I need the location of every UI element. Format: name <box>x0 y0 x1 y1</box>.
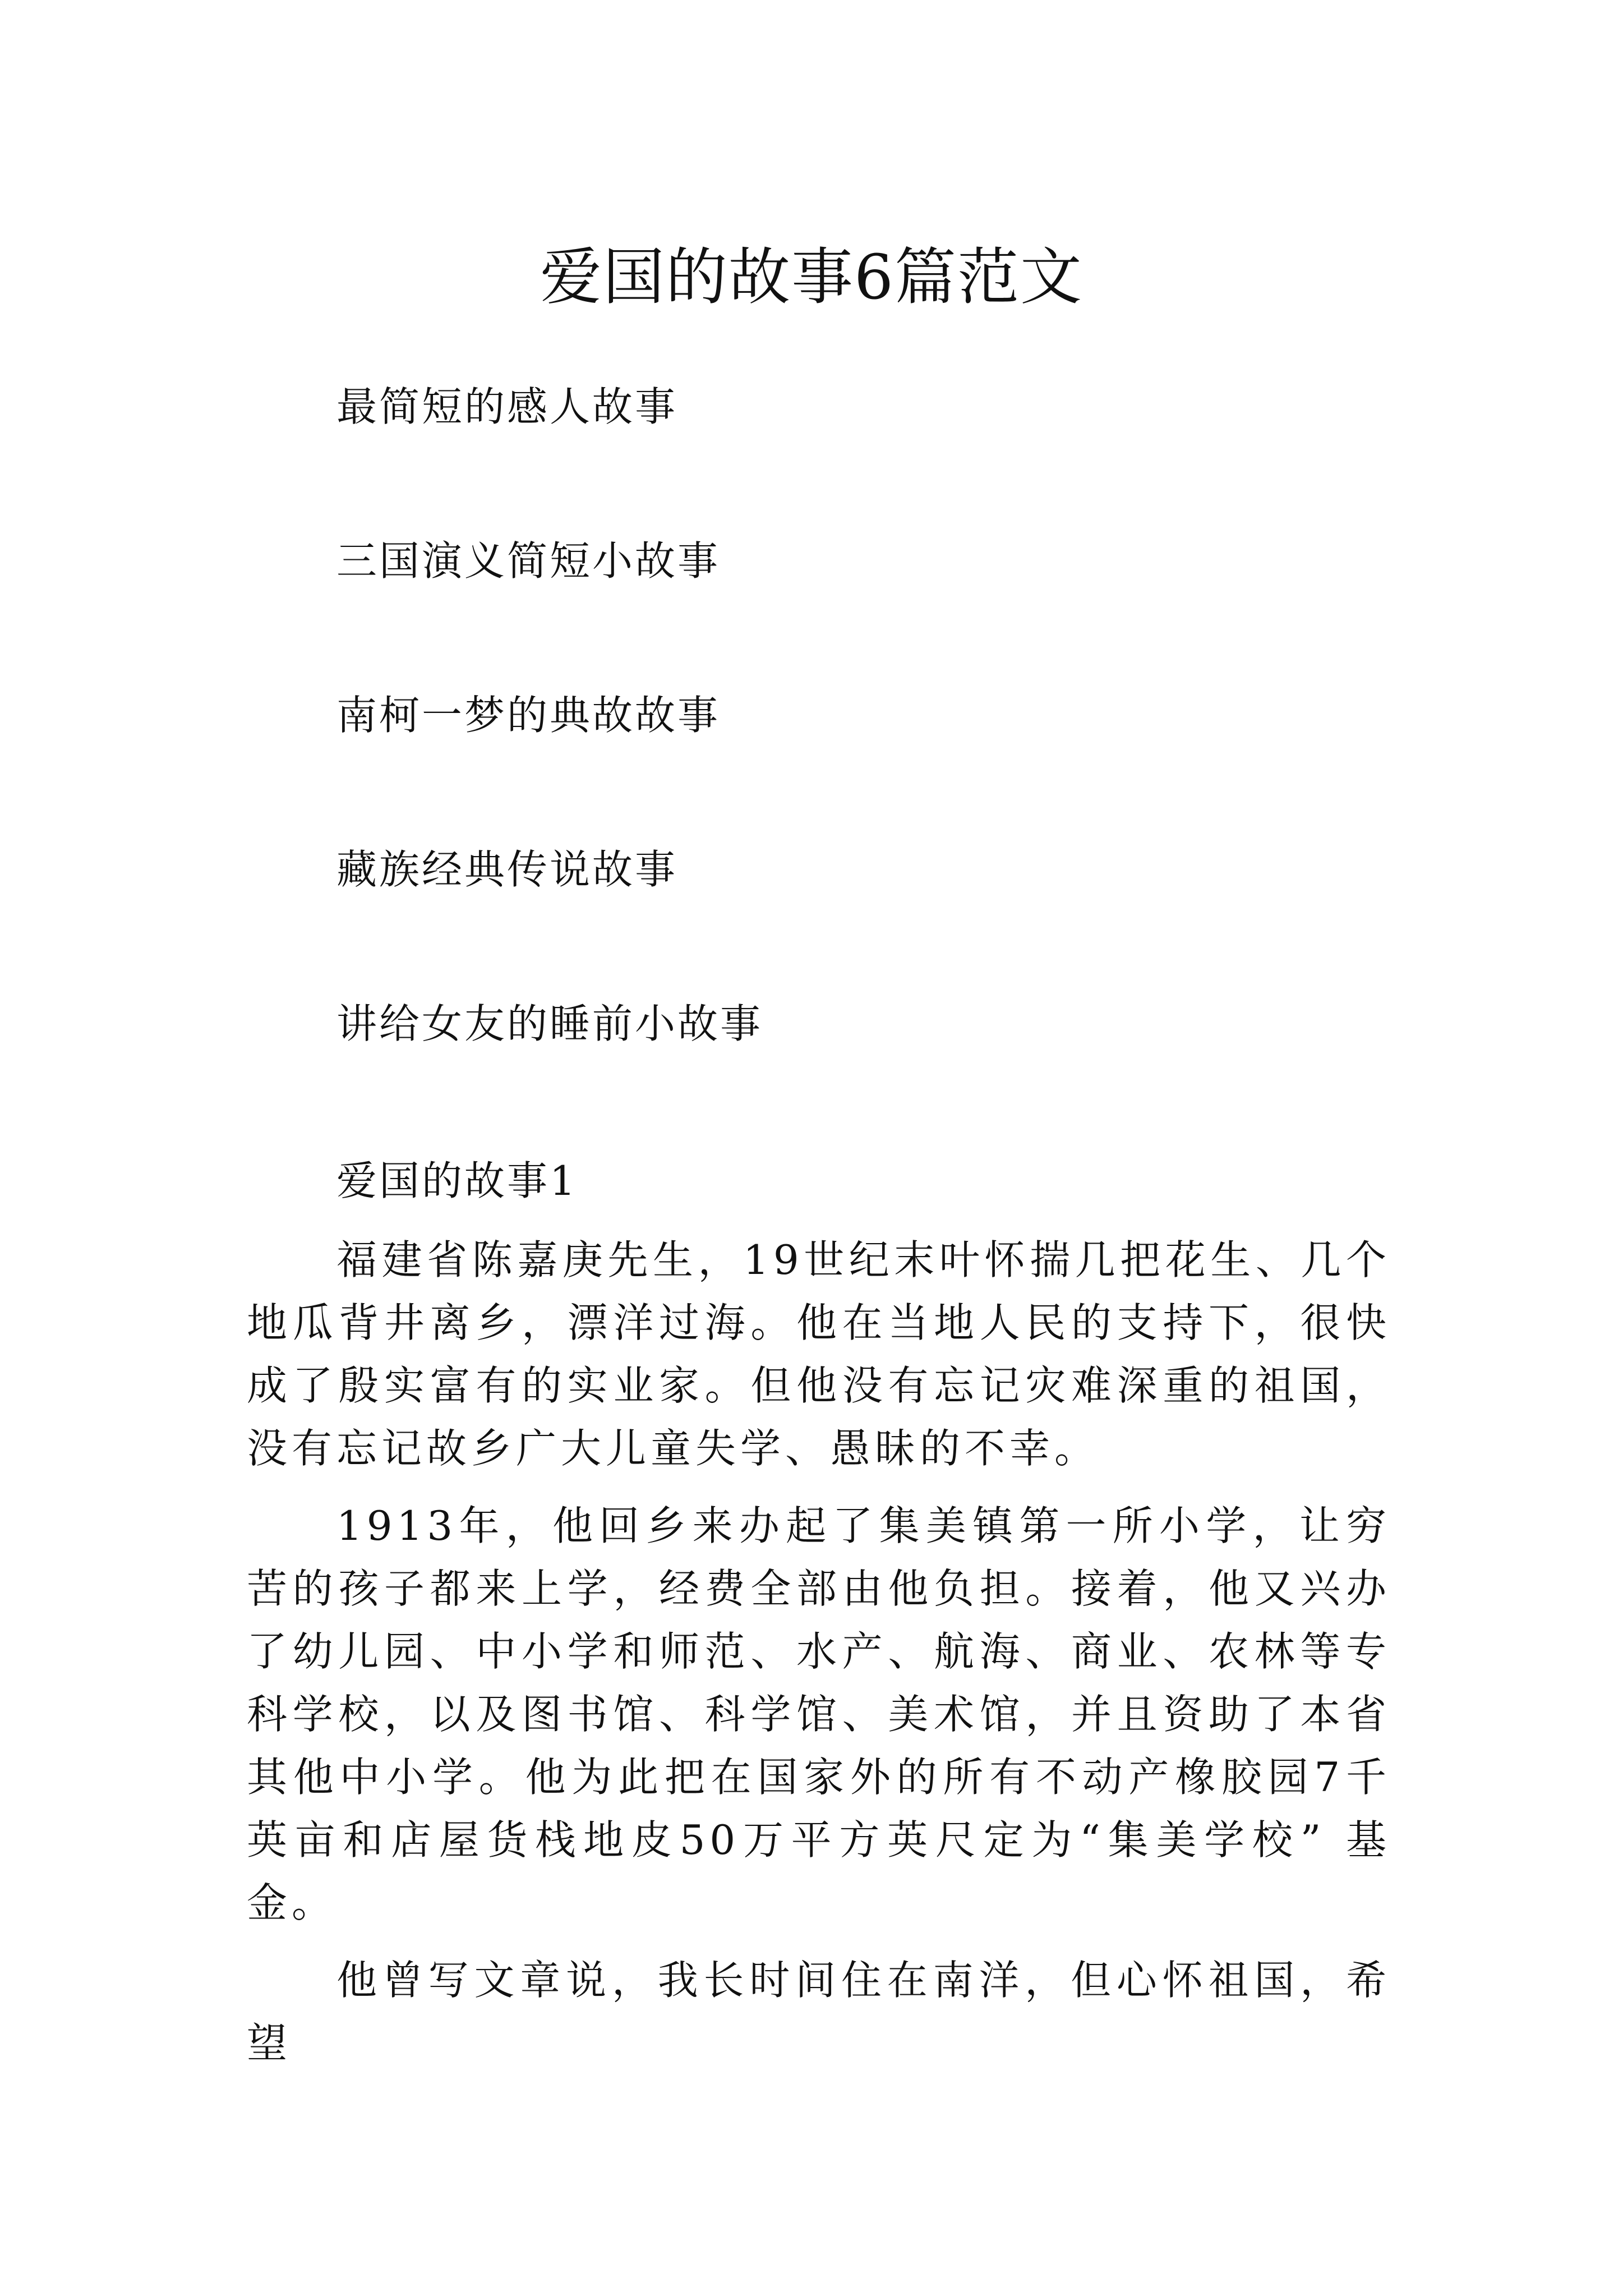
related-link-item[interactable]: 三国演义简短小故事 <box>336 537 721 585</box>
document-title: 爱国的故事6篇范文 <box>540 241 1083 313</box>
related-link-item[interactable]: 最简短的感人故事 <box>336 383 678 430</box>
related-links-list <box>336 381 1402 1153</box>
related-link-item[interactable]: 南柯一梦的典故故事 <box>336 692 721 739</box>
section-heading: 爱国的故事1 <box>336 1157 578 1204</box>
body-paragraph: 1913年，他回乡来办起了集美镇第一所小学，让穷苦的孩子都来上学，经费全部由他负担。接着，他又兴办了幼儿园、中小学和师范、水产、航海、商业、农林等专科学校，以及图书馆、科学馆、美术馆，并且资助了本省其他中小学。他为此把在国家外的所有不动产橡胶园7千英亩和店屋货栈地皮50万平方英尺定为“集美学校” 基金。 <box>247 1502 1391 1926</box>
related-link-item[interactable]: 藏族经典传说故事 <box>336 846 678 893</box>
story-section <box>247 1156 1391 2089</box>
body-paragraph: 福建省陈嘉庚先生，19世纪末叶怀揣几把花生、几个地瓜背井离乡，漂洋过海。他在当地人民的支持下，很快成了殷实富有的实业家。但他没有忘记灾难深重的祖国，没有忘记故乡广大儿童失学、愚昧的不幸。 <box>247 1236 1391 1472</box>
body-paragraph: 他曾写文章说，我长时间住在南洋，但心怀祖国，希望 <box>247 1957 1391 2067</box>
related-link-item[interactable]: 讲给女友的睡前小故事 <box>336 1000 763 1047</box>
